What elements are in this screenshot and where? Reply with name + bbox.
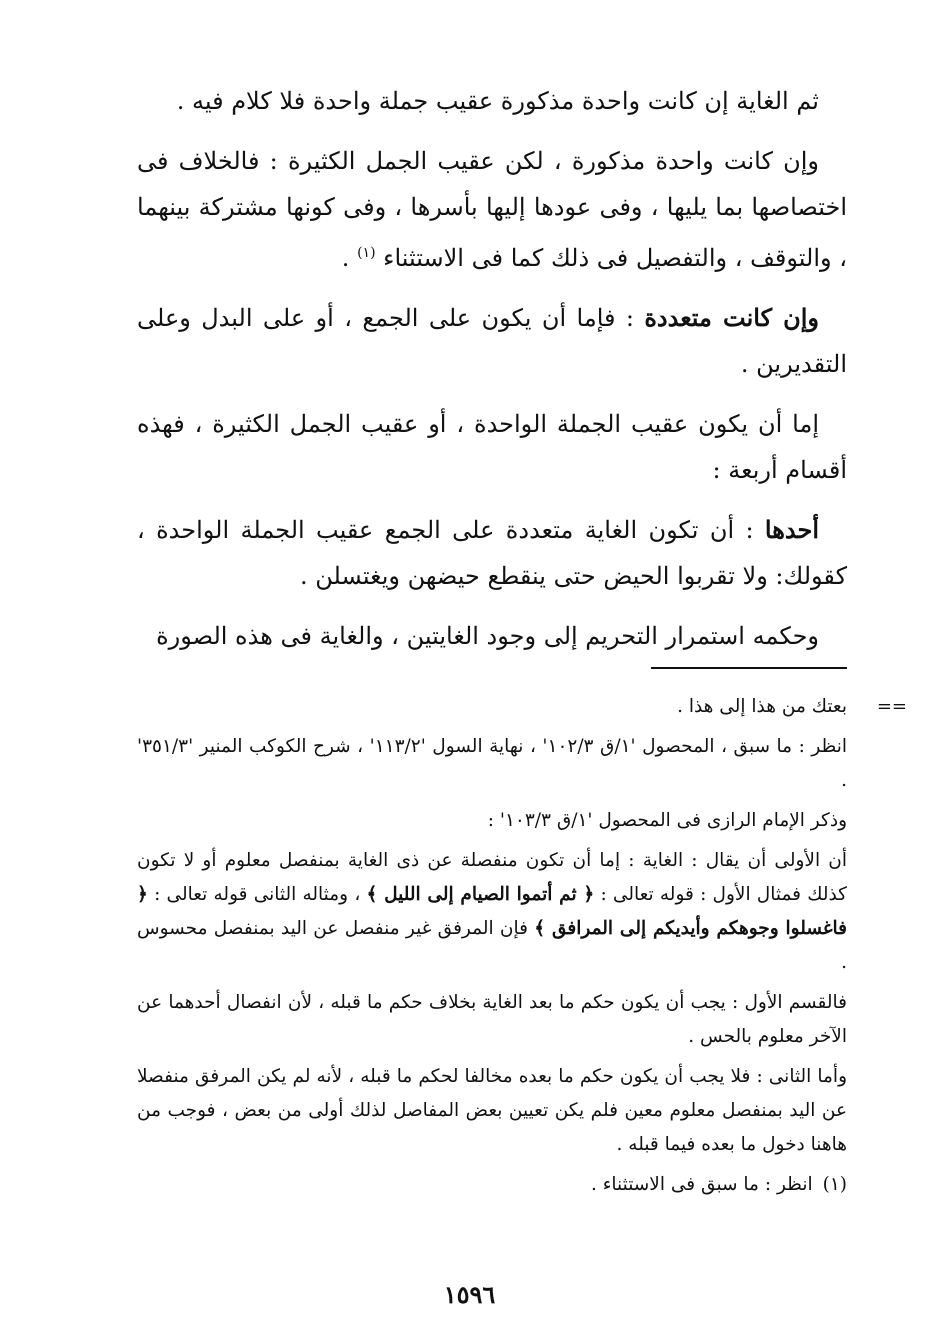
footnote-reference[interactable]: (١): [357, 245, 376, 261]
page-number: ١٥٩٦: [443, 1280, 496, 1309]
paragraph-4-text: إما أن يكون عقيب الجملة الواحدة ، أو عقيب الجمل الكثيرة ، فهذه أقسام أربعة :: [137, 410, 847, 484]
note-6-text: وأما الثانى : فلا يجب أن يكون حكم ما بعده مخالفا لحكم ما قبله ، لأنه لم يكن المرفق منفصلا عن اليد بمنفصل معلوم معين فلم يكن تعيين بعض المفاصل لذلك أولى من بعض ، فوجب من هاهنا دخول ما بعده فيما قبله .: [137, 1066, 847, 1155]
quran-verse-1: ﴿ ثم أتموا الصيام إلى الليل ﴾: [366, 884, 595, 905]
footnote-1-text: انظر : ما سبق فى الاستثناء .: [590, 1174, 813, 1195]
paragraph-5: [137, 507, 847, 599]
note-line-5: [137, 986, 847, 1054]
paragraph-2-end: .: [341, 244, 358, 272]
note-1-text: بعتك من هذا إلى هذا .: [677, 696, 847, 717]
footnote-1: [137, 1168, 847, 1202]
note-line-4: [137, 844, 847, 980]
note-line-6: [137, 1060, 847, 1162]
main-text: [137, 78, 847, 673]
paragraph-2-text: وإن كانت واحدة مذكورة ، لكن عقيب الجمل الكثيرة : فالخلاف فى اختصاصها بما يليها ، وفى عودها إليها بأسرها ، وفى كونها مشتركة بينهما ، والتوقف ، والتفصيل فى ذلك كما فى الاستثناء: [137, 147, 847, 272]
continuation-mark: ==: [876, 696, 907, 717]
note-5-text: فالقسم الأول : يجب أن يكون حكم ما بعد الغاية بخلاف حكم ما قبله ، لأن انفصال أحدهما عن الآخر معلوم بالحس .: [137, 992, 847, 1047]
paragraph-5-text: : أن تكون الغاية متعددة على الجمع عقيب الجملة الواحدة ، كقولك: ولا تقربوا الحيض حتى ينقطع حيضهن ويغتسلن .: [137, 516, 847, 590]
paragraph-3: [137, 295, 847, 387]
paragraph-6: [137, 613, 847, 659]
quran-verse-2: ﴿ فاغسلوا وجوهكم وأيديكم إلى المرافق ﴾: [137, 884, 847, 939]
paragraph-1-text: ثم الغاية إن كانت واحدة مذكورة عقيب جملة واحدة فلا كلام فيه .: [176, 87, 819, 115]
paragraph-6-text: وحكمه استمرار التحريم إلى وجود الغايتين ، والغاية فى هذه الصورة: [156, 622, 819, 650]
note-line-3: [137, 804, 847, 838]
paragraph-2: [137, 138, 847, 281]
note-line-2: [137, 730, 847, 798]
paragraph-1: [137, 78, 847, 124]
note-4-text-b: ، ومثاله الثانى قوله تعالى :: [147, 884, 367, 905]
note-3-text: وذكر الإمام الرازى فى المحصول '١/ق ١٠٣/٣' :: [487, 810, 847, 831]
paragraph-3-heading: وإن كانت متعددة: [644, 303, 819, 332]
footnotes: [137, 690, 907, 1208]
footnote-separator: [651, 667, 847, 669]
note-4-text-c: فإن المرفق غير منفصل عن اليد بمنفصل محسوس .: [137, 918, 847, 973]
note-4-text-a: أن الأولى أن يقال : الغاية : إما أن تكون منفصلة عن ذى الغاية بمنفصل معلوم أو لا تكون كذلك فمثال الأول : قوله تعالى :: [137, 850, 847, 905]
paragraph-3-text: : فإما أن يكون على الجمع ، أو على البدل وعلى التقديرين .: [137, 304, 847, 378]
note-line-1: [137, 690, 847, 724]
footnote-1-number: (١): [822, 1174, 847, 1195]
paragraph-4: [137, 401, 847, 493]
paragraph-5-heading: أحدها: [764, 515, 819, 544]
note-2-text: انظر : ما سبق ، المحصول '١/ق ١٠٢/٣' ، نهاية السول '١١٣/٢' ، شرح الكوكب المنير '٣٥١/٣' .: [137, 736, 847, 791]
